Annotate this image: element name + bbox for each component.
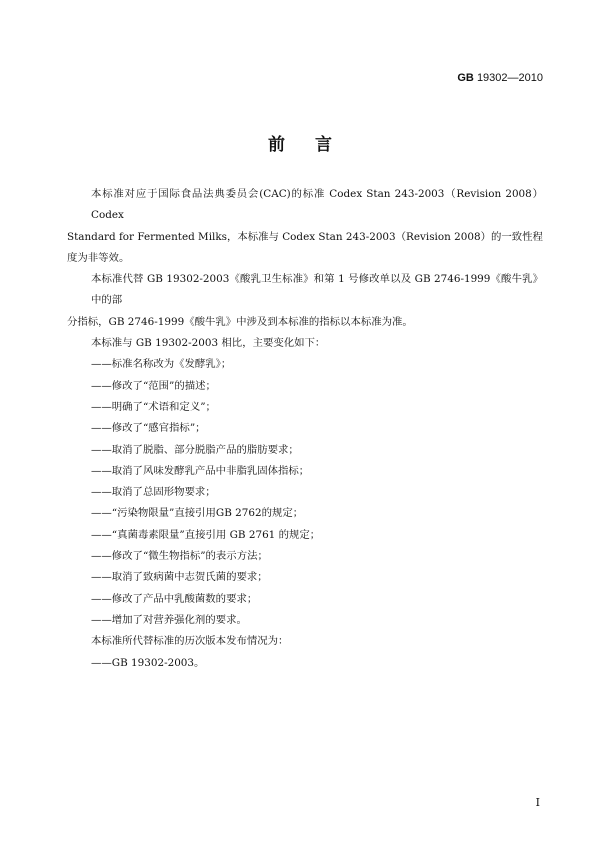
standard-code — [457, 72, 543, 84]
paragraph-2-line-2: 分指标，GB 2746-1999《酸牛乳》中涉及到本标准的指标以本标准为准。 — [67, 315, 413, 328]
paragraph-3: 本标准与 GB 19302-2003 相比，主要变化如下： — [91, 337, 326, 350]
page-number: I — [535, 796, 540, 809]
change-item: ——修改了“范围”的描述； — [91, 379, 216, 392]
standard-code-prefix: GB — [457, 72, 474, 84]
paragraph-2-line-1: 本标准代替 GB 19302-2003《酸乳卫生标准》和第 1 号修改单以及 GB 2746-1999《酸牛乳》中的部 — [91, 273, 543, 307]
paragraph-1-line-1: 本标准对应于国际食品法典委员会(CAC)的标准 Codex Stan 243-2003（Revision 2008）Codex — [91, 188, 543, 222]
change-item: ——明确了“术语和定义”； — [91, 400, 216, 413]
change-item: ——增加了对营养强化剂的要求。 — [91, 613, 247, 626]
paragraph-4: 本标准所代替标准的历次版本发布情况为： — [91, 635, 289, 648]
history-item: ——GB 19302-2003。 — [91, 656, 205, 669]
change-item: ——“真菌毒素限量”直接引用 GB 2761 的规定； — [91, 528, 321, 541]
change-item: ——取消了致病菌中志贺氏菌的要求； — [91, 571, 268, 584]
change-item: ——修改了“感官指标”； — [91, 422, 206, 435]
paragraph-1-line-2: Standard for Fermented Milks，本标准与 Codex Stan 243-2003（Revision 2008）的一致性程度为非等效。 — [67, 230, 543, 264]
page-title: 前言 — [268, 135, 362, 155]
change-item: ——取消了风味发酵乳产品中非脂乳固体指标； — [91, 464, 310, 477]
change-item: ——修改了“微生物指标”的表示方法； — [91, 550, 268, 563]
change-item: ——修改了产品中乳酸菌数的要求； — [91, 592, 258, 605]
standard-code-number: 19302—2010 — [476, 72, 543, 84]
change-item: ——“污染物限量”直接引用GB 2762的规定； — [91, 507, 304, 520]
document-body — [67, 184, 543, 674]
change-item: ——标准名称改为《发酵乳》； — [91, 358, 232, 371]
change-item: ——取消了总固形物要求； — [91, 486, 216, 499]
change-item: ——取消了脱脂、部分脱脂产品的脂肪要求； — [91, 443, 299, 456]
